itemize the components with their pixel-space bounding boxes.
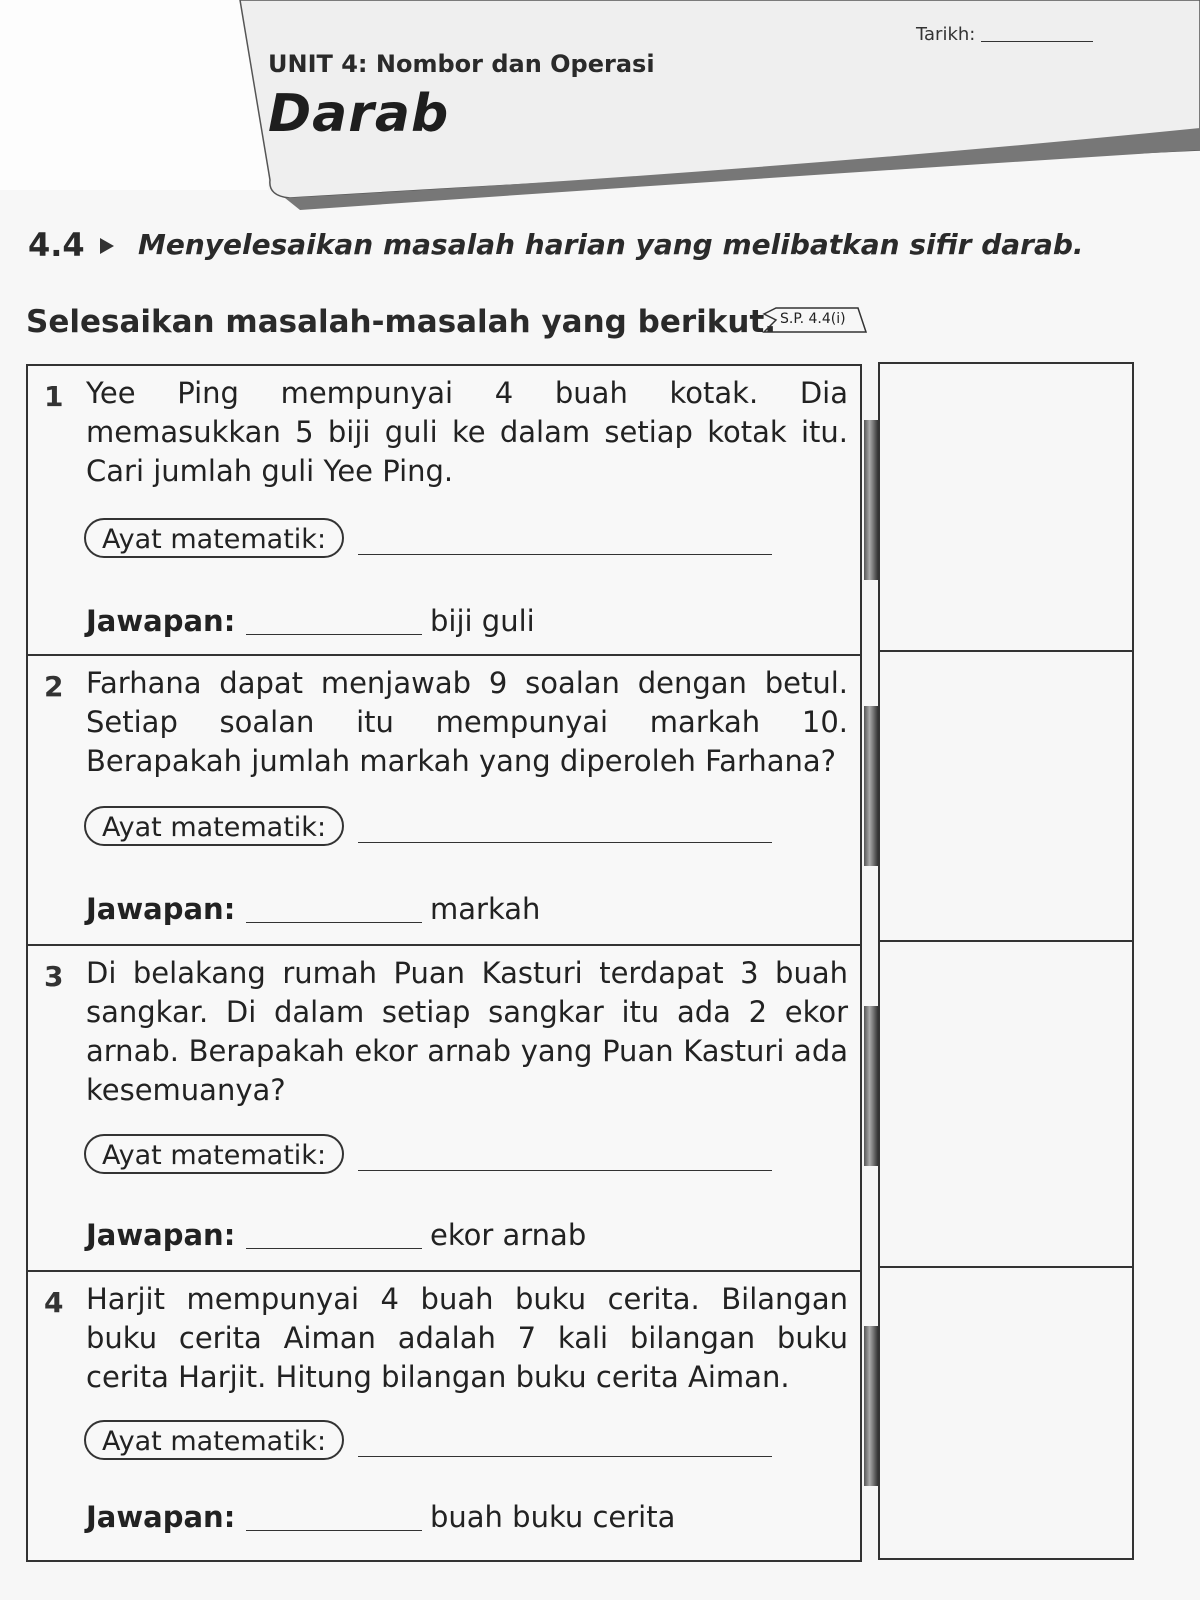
working-box-3[interactable] <box>878 940 1134 1268</box>
question-row-4 <box>28 1272 860 1560</box>
answer-unit: markah <box>430 892 541 926</box>
play-arrow-icon <box>100 238 114 254</box>
answer-unit: ekor arnab <box>430 1218 587 1252</box>
answer-unit: biji guli <box>430 604 535 638</box>
ayat-matematik-label: Ayat matematik: <box>102 524 327 555</box>
question-row-2 <box>28 656 860 946</box>
shading-bar <box>864 1326 878 1486</box>
question-text: Harjit mempunyai 4 buah buku cerita. Bilangan buku cerita Aiman adalah 7 kali bilangan buku cerita Harjit. Hitung bilangan buku cerita Aiman. <box>86 1282 848 1394</box>
question-number: 2 <box>44 670 64 703</box>
answer-blank-line[interactable] <box>246 634 422 635</box>
question-row-1 <box>28 366 860 656</box>
ayat-matematik-badge <box>84 1134 344 1174</box>
ayat-answer-line[interactable] <box>358 554 772 555</box>
ayat-answer-line[interactable] <box>358 1456 772 1457</box>
date-field[interactable] <box>916 24 1093 45</box>
ayat-matematik-badge <box>84 806 344 846</box>
ayat-matematik-badge <box>84 1420 344 1460</box>
working-box-1[interactable] <box>878 362 1134 652</box>
answer-blank-line[interactable] <box>246 1530 422 1531</box>
date-blank-line[interactable] <box>981 41 1093 42</box>
instruction-text: Selesaikan masalah-masalah yang berikut. <box>26 304 777 340</box>
shading-bar <box>864 1006 878 1166</box>
answer-label: Jawapan: <box>86 604 236 638</box>
date-label: Tarikh: <box>916 24 976 45</box>
ayat-matematik-label: Ayat matematik: <box>102 812 327 843</box>
question-number: 4 <box>44 1286 64 1319</box>
questions-table <box>26 364 862 1562</box>
sp-tag-label: S.P. 4.4(i) <box>780 311 846 327</box>
ayat-matematik-badge <box>84 518 344 558</box>
answer-unit: buah buku cerita <box>430 1500 676 1534</box>
ayat-answer-line[interactable] <box>358 1170 772 1171</box>
question-number: 1 <box>44 380 64 413</box>
answer-blank-line[interactable] <box>246 1248 422 1249</box>
page-title: Darab <box>268 84 450 144</box>
question-row-3 <box>28 946 860 1272</box>
sp-tag <box>762 306 872 336</box>
section-number: 4.4 <box>28 226 85 264</box>
working-box-2[interactable] <box>878 650 1134 942</box>
unit-label: UNIT 4: Nombor dan Operasi <box>268 50 655 78</box>
shading-bar <box>864 706 878 866</box>
question-text: Farhana dapat menjawab 9 soalan dengan betul. Setiap soalan itu mempunyai markah 10. Berapakah jumlah markah yang diperoleh Farhana? <box>86 666 848 778</box>
shading-bar <box>864 420 878 580</box>
ayat-answer-line[interactable] <box>358 842 772 843</box>
section-title: Menyelesaikan masalah harian yang melibatkan sifir darab. <box>138 228 1084 261</box>
ayat-matematik-label: Ayat matematik: <box>102 1426 327 1457</box>
answer-label: Jawapan: <box>86 1218 236 1252</box>
question-text: Di belakang rumah Puan Kasturi terdapat 3 buah sangkar. Di dalam setiap sangkar itu ada 2 ekor arnab. Berapakah ekor arnab yang Puan Kasturi ada kesemuanya? <box>86 956 848 1107</box>
question-number: 3 <box>44 960 64 993</box>
ayat-matematik-label: Ayat matematik: <box>102 1140 327 1171</box>
working-box-4[interactable] <box>878 1266 1134 1560</box>
answer-blank-line[interactable] <box>246 922 422 923</box>
answer-label: Jawapan: <box>86 1500 236 1534</box>
answer-label: Jawapan: <box>86 892 236 926</box>
question-text: Yee Ping mempunyai 4 buah kotak. Dia memasukkan 5 biji guli ke dalam setiap kotak itu. Cari jumlah guli Yee Ping. <box>86 376 848 488</box>
